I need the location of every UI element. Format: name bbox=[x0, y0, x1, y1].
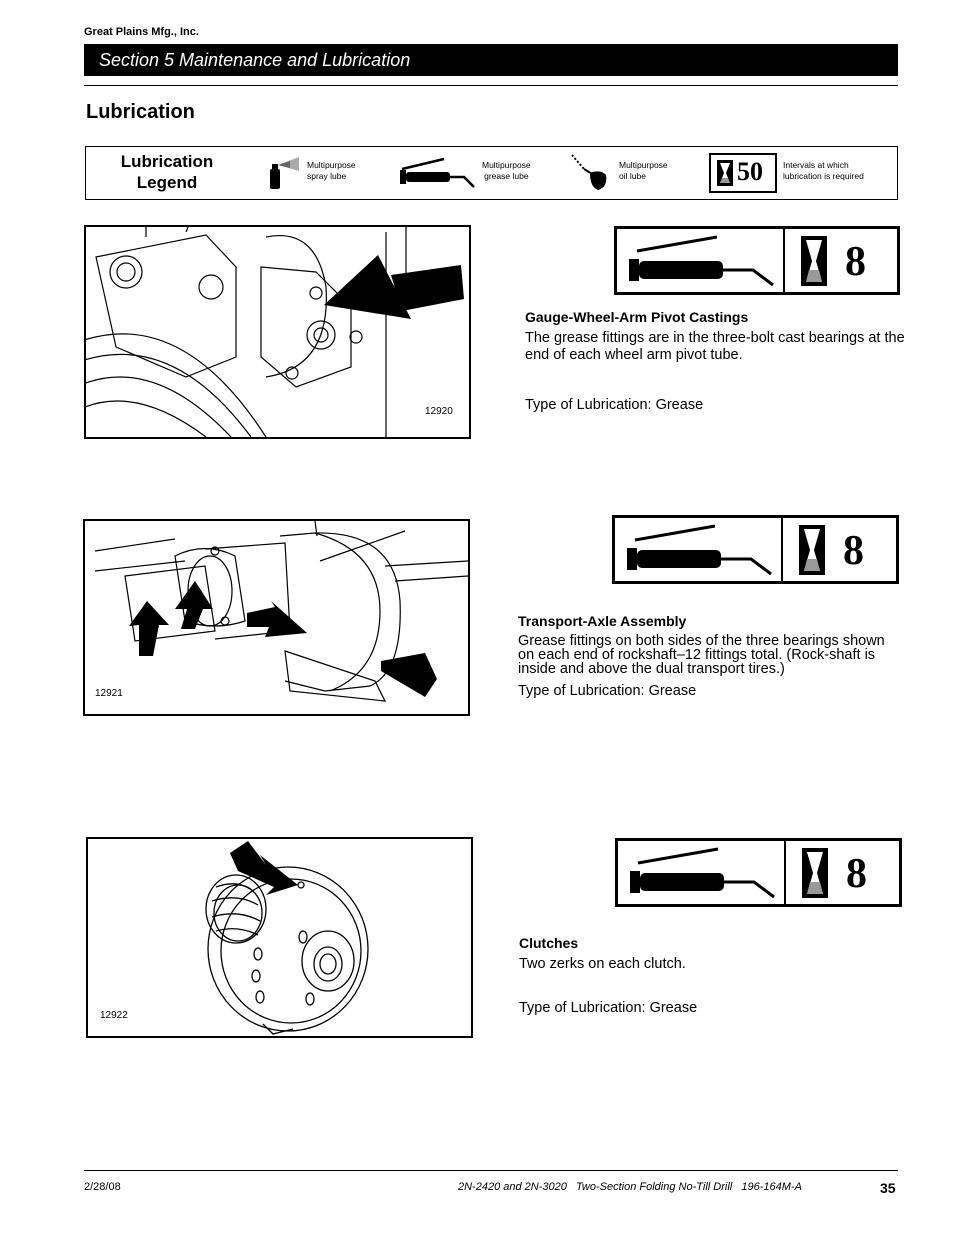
interval-legend-box bbox=[709, 153, 777, 193]
grease-gun-icon bbox=[623, 524, 778, 576]
interval-value: 8 bbox=[845, 239, 866, 285]
clutch-illustration bbox=[88, 839, 471, 1036]
interval-value: 8 bbox=[846, 851, 867, 897]
item-title: Clutches bbox=[519, 935, 579, 951]
lube-interval-box-2 bbox=[612, 515, 899, 584]
spray-can-icon bbox=[266, 155, 300, 191]
legend-title-line2: Legend bbox=[136, 173, 198, 192]
figure-number: 12922 bbox=[100, 1010, 128, 1021]
item-title: Transport-Axle Assembly bbox=[518, 613, 687, 629]
spray-lube-label: Multipurpose spray lube bbox=[307, 160, 356, 181]
lube-type: Type of Lubrication: Grease bbox=[518, 683, 697, 699]
interval-value: 8 bbox=[843, 528, 864, 574]
footer-document-title: 2N-2420 and 2N-3020 Two-Section Folding No-Till Drill 196-164M-A bbox=[458, 1181, 802, 1193]
item-description: The grease fittings are in the three-bolt cast bearings at the end of each wheel arm pivot tube. bbox=[525, 330, 905, 363]
lube-type: Type of Lubrication: Grease bbox=[525, 397, 704, 413]
hourglass-icon bbox=[801, 236, 827, 286]
oil-can-icon bbox=[570, 153, 612, 191]
interval-legend-label: Intervals at which lubrication is required bbox=[783, 160, 864, 181]
figure-number: 12920 bbox=[425, 406, 453, 417]
page-title: Lubrication bbox=[86, 101, 195, 123]
company-name: Great Plains Mfg., Inc. bbox=[84, 26, 199, 38]
item-description: Two zerks on each clutch. bbox=[519, 956, 686, 972]
lube-interval-box-1 bbox=[614, 226, 900, 295]
oil-lube-label: Multipurpose oil lube bbox=[619, 160, 668, 181]
legend-title bbox=[86, 151, 248, 193]
figure-number: 12921 bbox=[95, 688, 123, 699]
item-description: Grease fittings on both sides of the three bearings shown on each end of rockshaft–12 fittings total. (Rock-shaft is inside and above the dual transport tires.) bbox=[518, 633, 885, 677]
legend-title-line1: Lubrication bbox=[120, 152, 214, 171]
gauge-wheel-illustration bbox=[86, 227, 469, 437]
item-title: Gauge-Wheel-Arm Pivot Castings bbox=[525, 309, 749, 325]
section-header: Section 5 Maintenance and Lubrication bbox=[84, 44, 898, 76]
figure-transport-axle bbox=[83, 519, 470, 716]
header-rule bbox=[84, 85, 898, 86]
interval-legend-value: 50 bbox=[737, 157, 763, 186]
grease-gun-icon bbox=[625, 235, 780, 287]
grease-gun-icon bbox=[398, 157, 478, 189]
grease-lube-label: Multipurpose grease lube bbox=[482, 160, 531, 181]
hourglass-icon bbox=[799, 525, 825, 575]
lubrication-legend bbox=[85, 146, 898, 200]
footer-rule bbox=[84, 1170, 898, 1171]
figure-gauge-wheel-arm bbox=[84, 225, 471, 439]
hourglass-icon bbox=[802, 848, 828, 898]
lube-interval-box-3 bbox=[615, 838, 902, 907]
transport-axle-illustration bbox=[85, 521, 468, 714]
figure-clutches bbox=[86, 837, 473, 1038]
page-number: 35 bbox=[880, 1180, 896, 1196]
footer-date: 2/28/08 bbox=[84, 1181, 121, 1193]
hourglass-icon bbox=[717, 160, 733, 186]
grease-gun-icon bbox=[626, 847, 781, 899]
lube-type: Type of Lubrication: Grease bbox=[519, 1000, 698, 1016]
